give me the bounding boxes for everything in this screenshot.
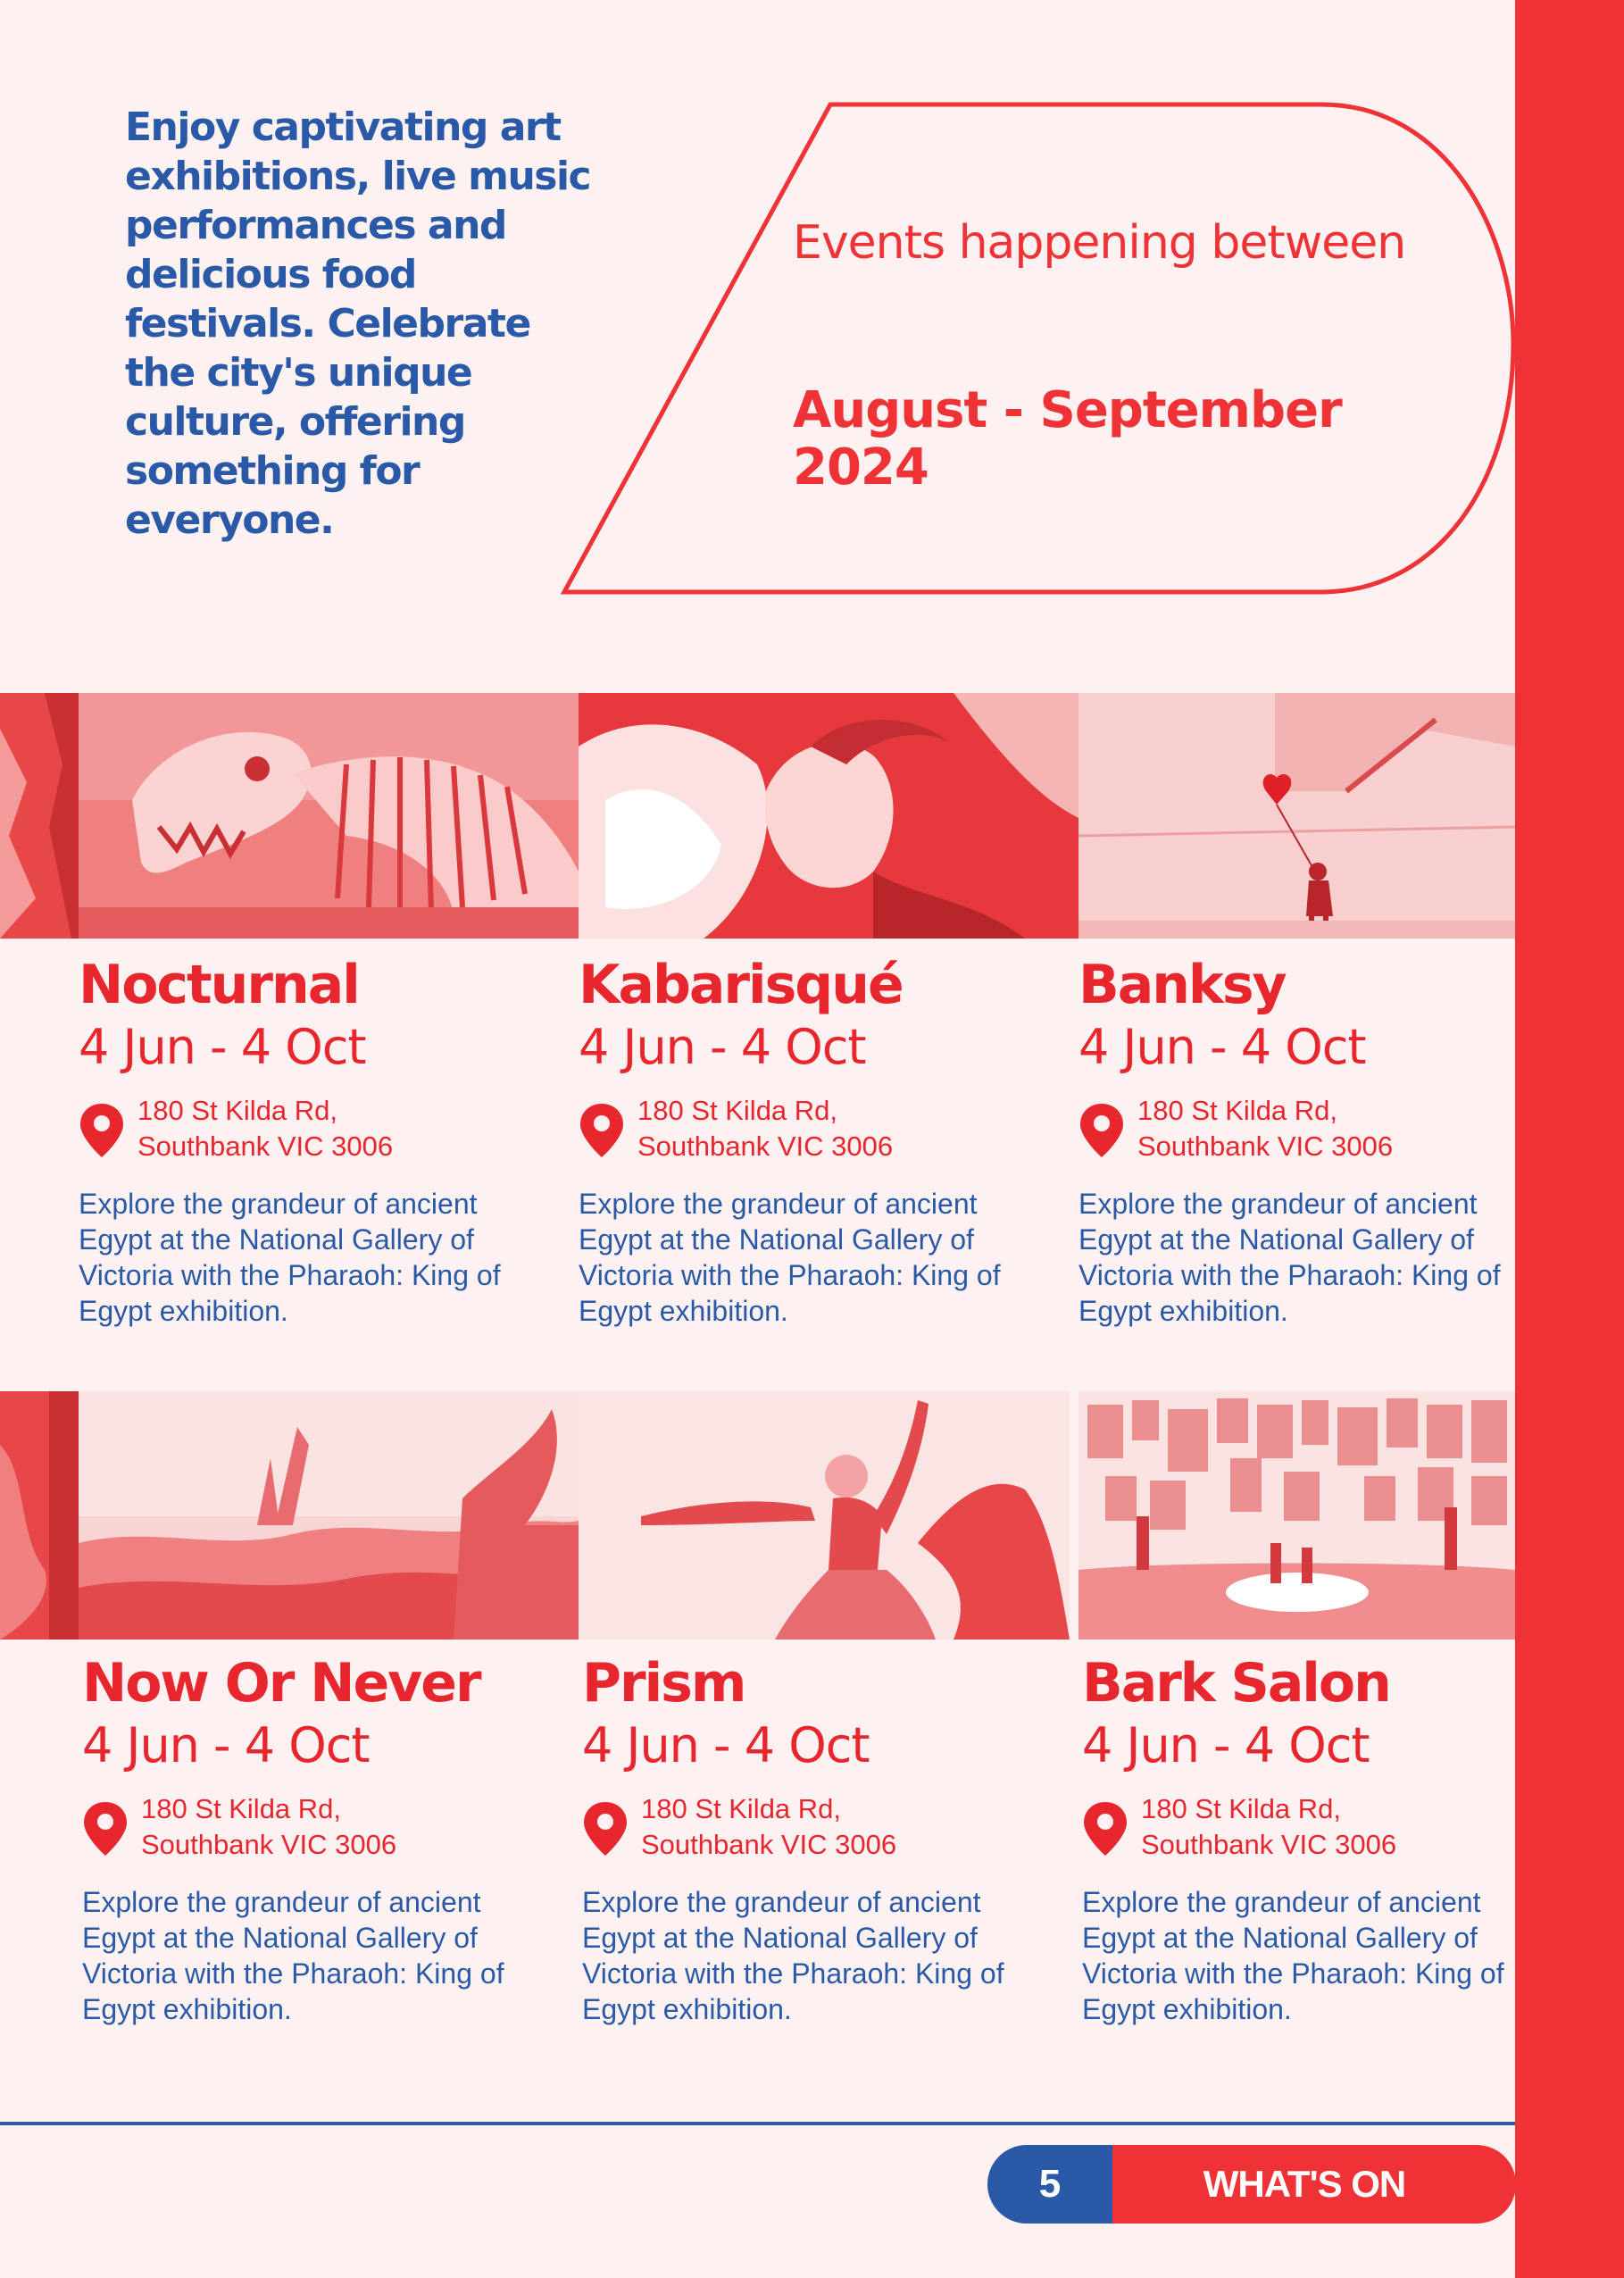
- event-dates: 4 Jun - 4 Oct: [1079, 1019, 1366, 1075]
- callout-date-range: August - September 2024: [793, 381, 1342, 496]
- event-card: [79, 952, 543, 1329]
- event-address: [82, 1791, 546, 1865]
- event-dates: 4 Jun - 4 Oct: [79, 1019, 366, 1075]
- callout-outline: [554, 98, 1518, 598]
- event-title: Banksy: [1079, 954, 1286, 1016]
- address-line-2: Southbank VIC 3006: [137, 1131, 394, 1162]
- location-pin-icon: [1082, 1800, 1128, 1857]
- event-address: [582, 1791, 1046, 1865]
- address-line-2: Southbank VIC 3006: [1137, 1131, 1394, 1162]
- address-line-1: 180 St Kilda Rd,: [137, 1095, 338, 1126]
- event-address: [1079, 1093, 1543, 1166]
- address-line-1: 180 St Kilda Rd,: [1141, 1793, 1342, 1824]
- address-line-2: Southbank VIC 3006: [141, 1829, 397, 1860]
- event-title: Nocturnal: [79, 954, 359, 1016]
- address-line-1: 180 St Kilda Rd,: [637, 1095, 838, 1126]
- event-description: Explore the grandeur of ancient Egypt at the National Gallery of Victoria with the Pharaoh: King of Egypt exhibition.: [579, 1188, 1001, 1327]
- location-pin-icon: [1079, 1102, 1125, 1159]
- location-pin-icon: [79, 1102, 125, 1159]
- footer-divider: [0, 2122, 1515, 2125]
- event-title: Now Or Never: [82, 1652, 480, 1715]
- event-photo-now-or-never: [79, 1391, 579, 1640]
- callout-heading: Events happening between: [793, 216, 1406, 270]
- page-footer-tab: [987, 2145, 1516, 2224]
- event-dates: 4 Jun - 4 Oct: [82, 1717, 370, 1773]
- event-photo-edge-left: [0, 693, 79, 939]
- event-title: Prism: [582, 1652, 745, 1715]
- section-name: WHAT'S ON: [1203, 2163, 1406, 2205]
- event-address: [79, 1093, 543, 1166]
- event-dates: 4 Jun - 4 Oct: [1082, 1717, 1370, 1773]
- event-card: [579, 952, 1043, 1329]
- event-photo-prism: [579, 1391, 1070, 1640]
- event-card: [1079, 952, 1543, 1329]
- intro-text: Enjoy captivating art exhibitions, live music performances and delicious food festivals. Celebrate the city's unique culture, offering something for everyone.: [125, 104, 591, 543]
- address-line-2: Southbank VIC 3006: [1141, 1829, 1397, 1860]
- event-title: Kabarisqué: [579, 954, 903, 1016]
- event-description: Explore the grandeur of ancient Egypt at the National Gallery of Victoria with the Pharaoh: King of Egypt exhibition.: [1079, 1188, 1501, 1327]
- address-line-1: 180 St Kilda Rd,: [641, 1793, 842, 1824]
- location-pin-icon: [579, 1102, 625, 1159]
- event-description: Explore the grandeur of ancient Egypt at the National Gallery of Victoria with the Pharaoh: King of Egypt exhibition.: [79, 1188, 501, 1327]
- section-label-box: [1112, 2145, 1516, 2224]
- address-line-2: Southbank VIC 3006: [641, 1829, 897, 1860]
- event-dates: 4 Jun - 4 Oct: [582, 1717, 870, 1773]
- event-photo-bark-salon: [1079, 1391, 1515, 1640]
- event-address: [579, 1093, 1043, 1166]
- page-number: 5: [1038, 2162, 1062, 2206]
- event-address: [1082, 1791, 1546, 1865]
- address-line-2: Southbank VIC 3006: [637, 1131, 894, 1162]
- event-card: [82, 1650, 546, 2027]
- event-photo-kabarisque: [579, 693, 1079, 939]
- event-description: Explore the grandeur of ancient Egypt at the National Gallery of Victoria with the Pharaoh: King of Egypt exhibition.: [1082, 1886, 1504, 2025]
- event-photo-edge-left-2: [0, 1391, 79, 1640]
- event-photo-banksy: [1079, 693, 1515, 939]
- event-card: [582, 1650, 1046, 2027]
- event-card: [1082, 1650, 1546, 2027]
- event-description: Explore the grandeur of ancient Egypt at the National Gallery of Victoria with the Pharaoh: King of Egypt exhibition.: [82, 1886, 504, 2025]
- event-photo-nocturnal: [79, 693, 579, 939]
- event-description: Explore the grandeur of ancient Egypt at the National Gallery of Victoria with the Pharaoh: King of Egypt exhibition.: [582, 1886, 1004, 2025]
- event-title: Bark Salon: [1082, 1652, 1390, 1715]
- page-number-box: [987, 2145, 1112, 2224]
- event-dates: 4 Jun - 4 Oct: [579, 1019, 866, 1075]
- address-line-1: 180 St Kilda Rd,: [141, 1793, 342, 1824]
- location-pin-icon: [582, 1800, 629, 1857]
- address-line-1: 180 St Kilda Rd,: [1137, 1095, 1338, 1126]
- events-callout: [554, 98, 1518, 598]
- location-pin-icon: [82, 1800, 129, 1857]
